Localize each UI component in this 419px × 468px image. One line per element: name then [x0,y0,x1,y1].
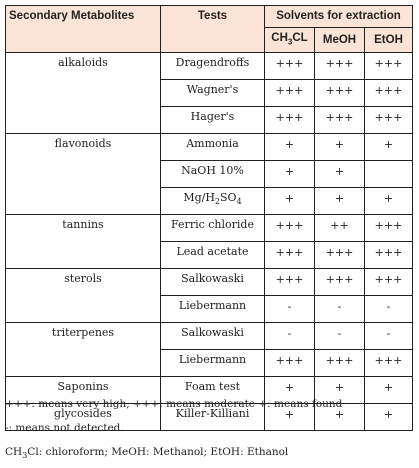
metabolite-cell: Saponins [6,377,161,404]
header-etoh: EtOH [365,28,413,53]
result-chcl3: + [265,404,315,431]
footnote-legend: +++: means very high, +++: means moderate +: means found [5,398,343,410]
test-cell: Foam test [161,377,265,404]
table-row [6,134,413,161]
result-chcl3: + [265,134,315,161]
result-meoh: - [315,296,365,323]
result-etoh: + [365,377,413,404]
header-chcl3: $CH_3CL$ [265,28,315,53]
result-etoh [365,161,413,188]
result-chcl3: +++ [265,350,315,377]
test-cell: Salkowaski [161,323,265,350]
footnote-abbreviations: $CH_3Cl$: chloroform; MeOH: Methanol; EtOH: Ethanol [5,446,289,461]
metabolite-cell: tannins [6,215,161,269]
result-etoh: +++ [365,80,413,107]
test-cell: Liebermann [161,296,265,323]
result-chcl3: - [265,296,315,323]
table-body [6,53,413,431]
result-chcl3: + [265,188,315,215]
table-row [6,215,413,242]
result-meoh: + [315,161,365,188]
table-row [6,269,413,296]
result-chcl3: +++ [265,80,315,107]
test-cell: Hager's [161,107,265,134]
table-row [6,53,413,80]
result-etoh: - [365,323,413,350]
result-meoh: +++ [315,53,365,80]
test-cell: Ferric chloride [161,215,265,242]
result-chcl3: +++ [265,242,315,269]
header-solvents: Solvents for extraction [265,6,413,28]
result-meoh: + [315,188,365,215]
test-cell: Dragendroffs [161,53,265,80]
result-etoh: +++ [365,107,413,134]
result-chcl3: + [265,161,315,188]
metabolite-cell: glycosides [6,404,161,431]
result-etoh: + [365,188,413,215]
result-chcl3: +++ [265,269,315,296]
result-chcl3: - [265,323,315,350]
header-meoh: MeOH [315,28,365,53]
result-chcl3: +++ [265,53,315,80]
header-tests: Tests [161,6,265,53]
result-meoh: - [315,323,365,350]
result-etoh: + [365,134,413,161]
test-cell: Lead acetate [161,242,265,269]
test-cell: Salkowaski [161,269,265,296]
metabolite-cell: sterols [6,269,161,323]
result-meoh: + [315,404,365,431]
metabolite-cell: flavonoids [6,134,161,215]
result-meoh: + [315,134,365,161]
metabolite-cell: triterpenes [6,323,161,377]
result-etoh: +++ [365,242,413,269]
table-footnotes [5,392,415,468]
result-meoh: ++ [315,215,365,242]
test-cell: Killer-Killiani [161,404,265,431]
result-meoh: +++ [315,80,365,107]
result-meoh: +++ [315,242,365,269]
test-cell: Liebermann [161,350,265,377]
result-etoh: +++ [365,215,413,242]
result-etoh: - [365,296,413,323]
phytochemical-table [5,5,413,431]
result-chcl3: + [265,377,315,404]
test-cell: $Mg/H_2SO_4$ [161,188,265,215]
result-chcl3: +++ [265,215,315,242]
result-chcl3: +++ [265,107,315,134]
result-etoh: + [365,404,413,431]
test-cell: Wagner's [161,80,265,107]
result-etoh: +++ [365,53,413,80]
result-meoh: + [315,377,365,404]
test-cell: Ammonia [161,134,265,161]
result-meoh: +++ [315,269,365,296]
header-secondary-metabolites: Secondary Metabolites [6,6,161,53]
table-row [6,323,413,350]
metabolite-cell: alkaloids [6,53,161,134]
result-etoh: +++ [365,269,413,296]
result-meoh: +++ [315,107,365,134]
footnote-not-detected: -: means not detected. [5,422,124,434]
result-meoh: +++ [315,350,365,377]
result-etoh: +++ [365,350,413,377]
test-cell: NaOH 10% [161,161,265,188]
